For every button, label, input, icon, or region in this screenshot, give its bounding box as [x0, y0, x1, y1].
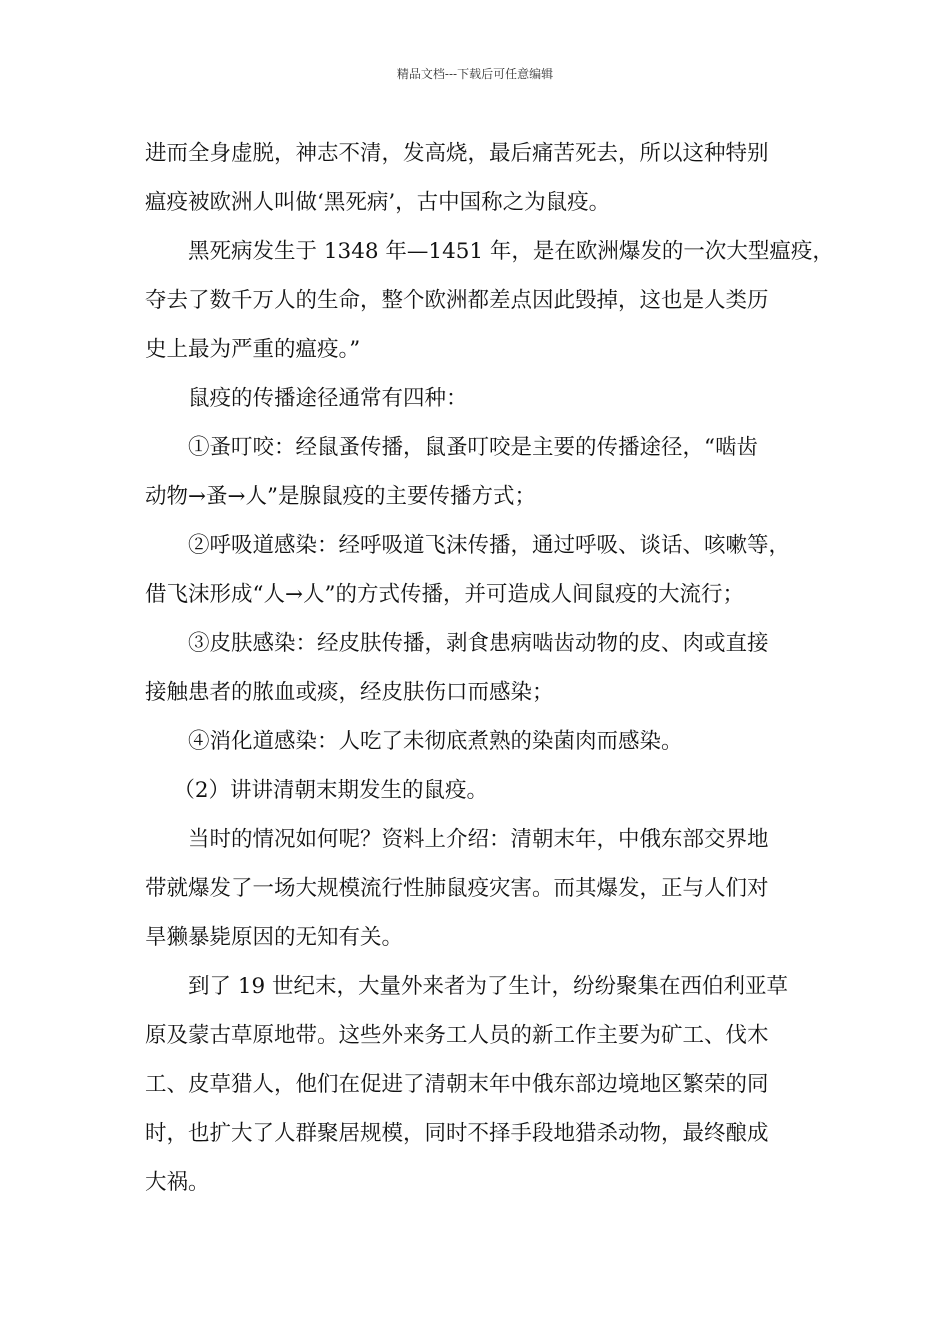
text-line: 借飞沫形成“人→人”的方式传播，并可造成人间鼠疫的大流行；: [145, 582, 745, 607]
page-header: 精品文档---下载后可任意编辑: [396, 67, 554, 81]
text-line: 夺去了数千万人的生命，整个欧洲都差点因此毁掉，这也是人类历: [145, 288, 769, 313]
text-line: ③皮肤感染：经皮肤传播，剥食患病啮齿动物的皮、肉或直接: [145, 631, 769, 656]
text-line: 黑死病发生于 1348 年—1451 年，是在欧洲爆发的一次大型瘟疫，: [145, 239, 834, 264]
text-line: 史上最为严重的瘟疫。”: [145, 337, 361, 362]
text-line: 旱獭暴毙原因的无知有关。: [145, 925, 404, 950]
text-line: 接触患者的脓血或痰，经皮肤伤口而感染；: [145, 680, 554, 705]
text-line: 进而全身虚脱，神志不清，发高烧，最后痛苦死去，所以这种特别: [145, 141, 769, 166]
text-line: 原及蒙古草原地带。这些外来务工人员的新工作主要为矿工、伐木: [145, 1023, 769, 1048]
text-line: 动物→蚤→人”是腺鼠疫的主要传播方式；: [145, 484, 537, 509]
text-line: （2）讲讲清朝末期发生的鼠疫。: [145, 778, 489, 803]
text-line: ①蚤叮咬：经鼠蚤传播，鼠蚤叮咬是主要的传播途径，“啮齿: [145, 435, 758, 460]
text-line: 工、皮草猎人，他们在促进了清朝末年中俄东部边境地区繁荣的同: [145, 1072, 769, 1097]
document-body: [145, 129, 835, 1207]
text-line: ④消化道感染：人吃了未彻底煮熟的染菌肉而感染。: [145, 729, 683, 754]
text-line: 当时的情况如何呢？资料上介绍：清朝末年，中俄东部交界地: [145, 827, 769, 852]
text-line: 大祸。: [145, 1170, 210, 1195]
text-line: 鼠疫的传播途径通常有四种：: [145, 386, 468, 411]
text-line: 时，也扩大了人群聚居规模，同时不择手段地猎杀动物，最终酿成: [145, 1121, 769, 1146]
text-line: ②呼吸道感染：经呼吸道飞沫传播，通过呼吸、谈话、咳嗽等，: [145, 533, 791, 558]
text-line: 到了 19 世纪末，大量外来者为了生计，纷纷聚集在西伯利亚草: [145, 974, 789, 999]
text-line: 瘟疫被欧洲人叫做‘黑死病’，古中国称之为鼠疫。: [145, 190, 611, 215]
text-line: 带就爆发了一场大规模流行性肺鼠疫灾害。而其爆发，正与人们对: [145, 876, 769, 901]
